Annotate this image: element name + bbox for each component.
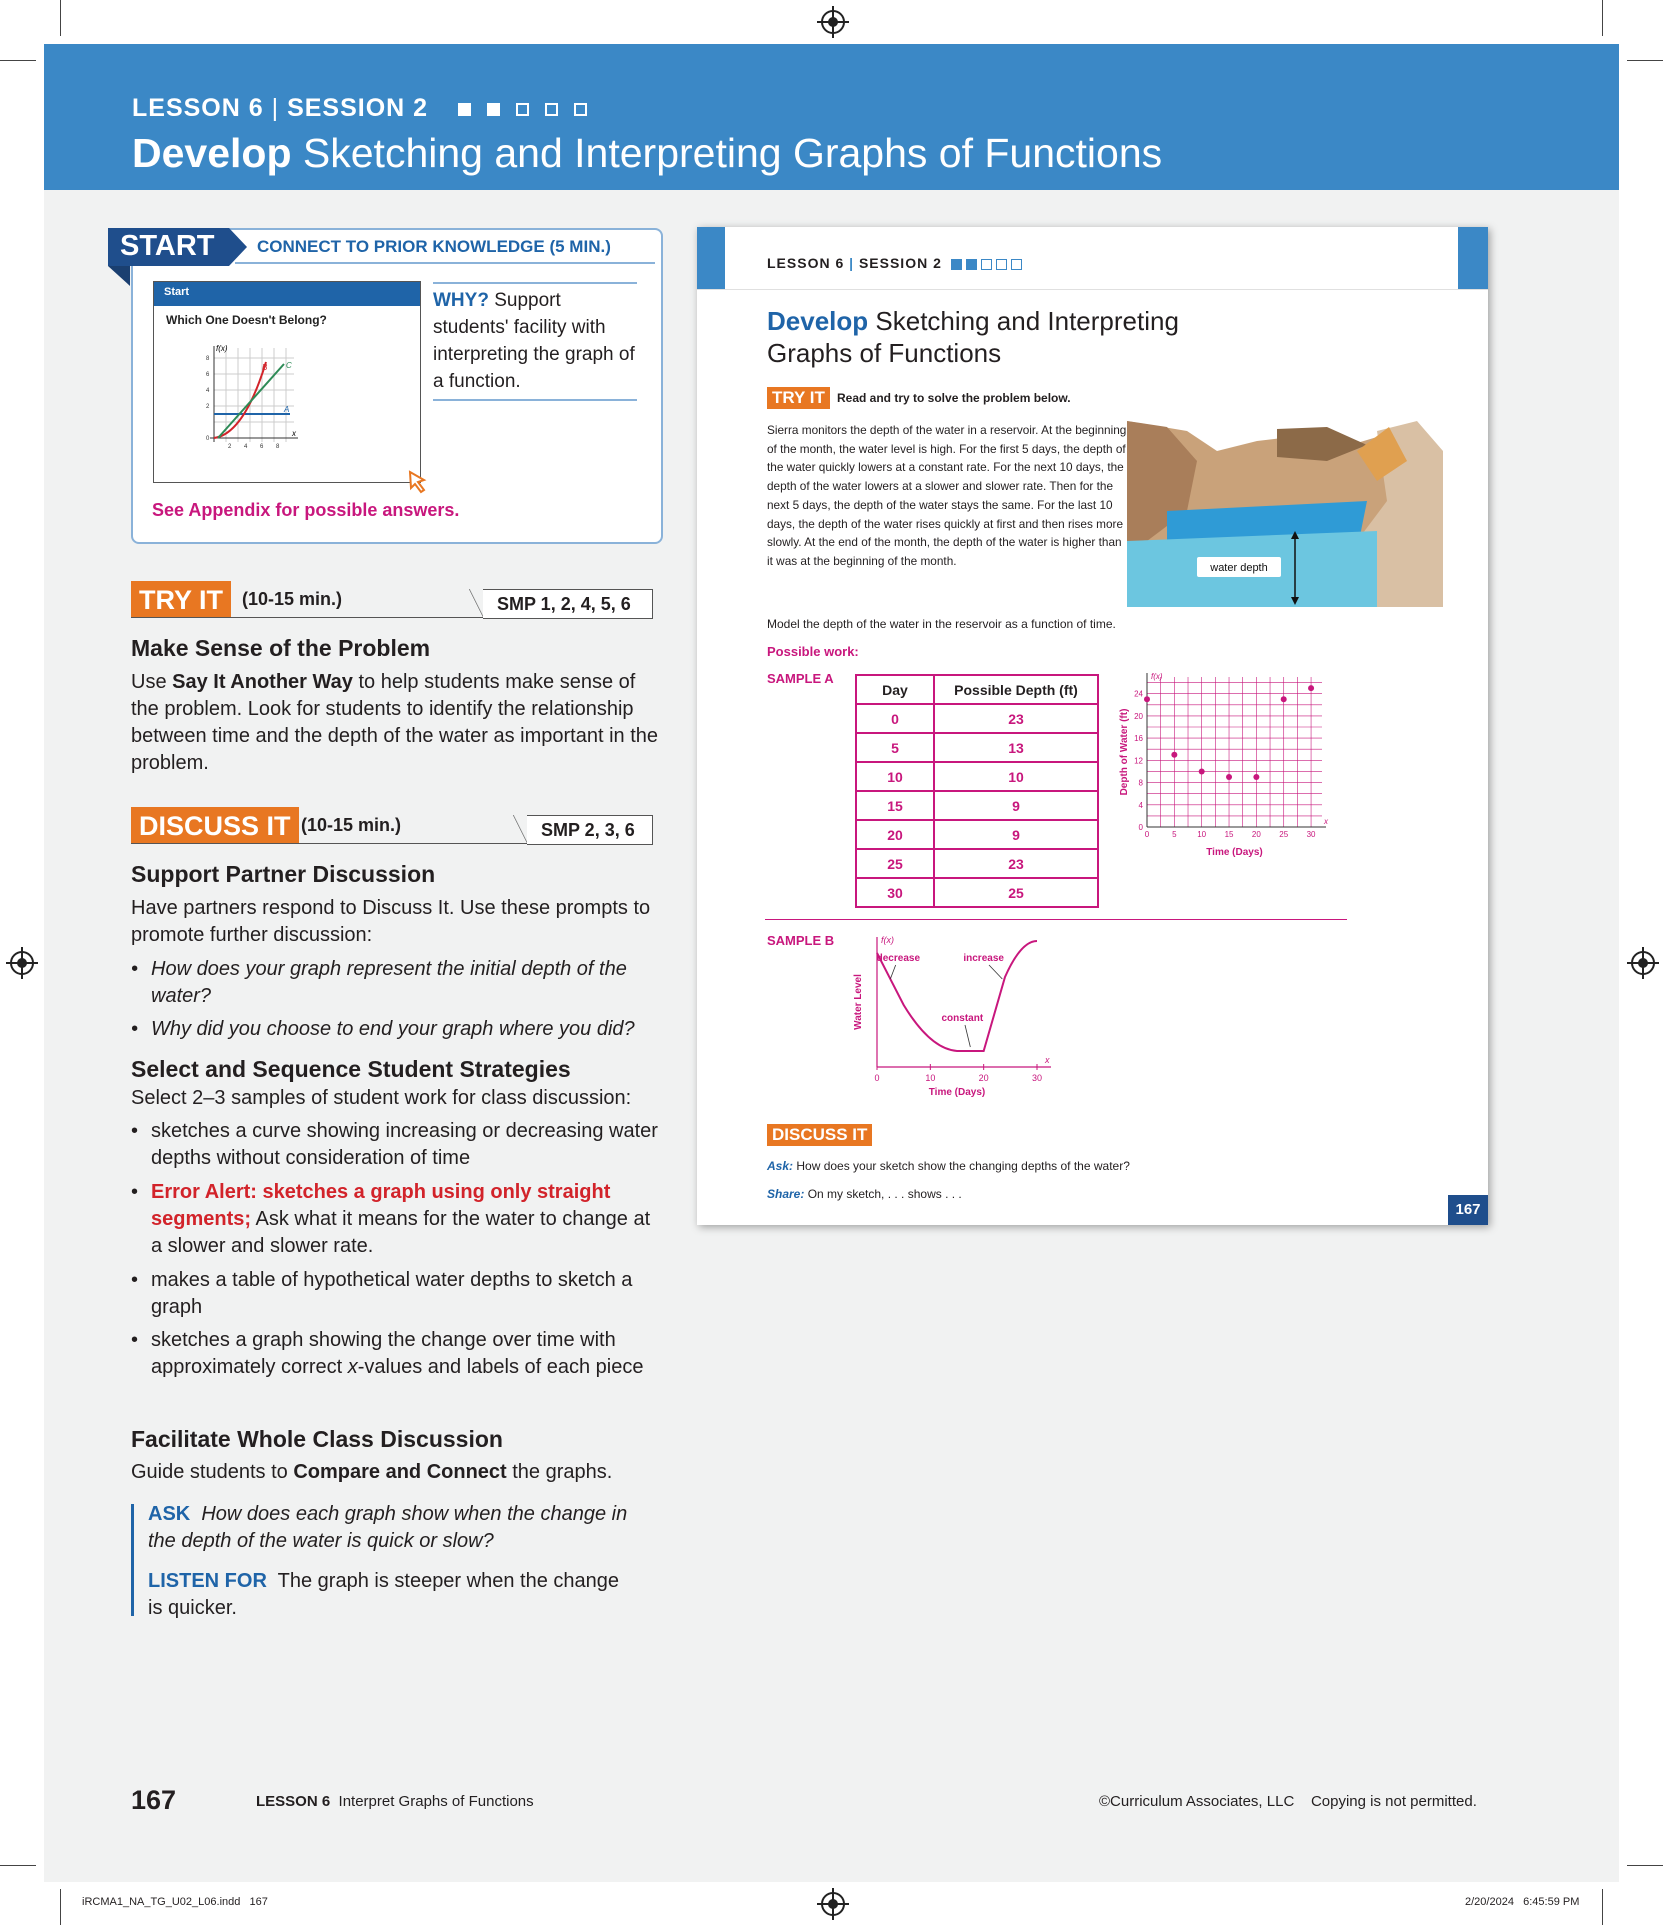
text-run: Use [131, 671, 173, 693]
table-row [856, 733, 1098, 762]
table-cell: 20 [856, 820, 934, 849]
select-sequence-paragraph: Select 2–3 samples of student work for class discussion: [131, 1087, 632, 1109]
crop-mark [1627, 60, 1663, 61]
page-title-bold: Develop [132, 130, 292, 176]
text-run: Ask what it means for the water to change at a slower and slower rate. [151, 1208, 651, 1257]
session-progress-filled-icon [458, 103, 471, 116]
x-tick-label: 20 [978, 1073, 989, 1083]
text-run: x [347, 1356, 358, 1378]
table-cell: 0 [856, 704, 934, 733]
annotation-increase: increase [963, 953, 1004, 964]
data-point [1226, 774, 1232, 780]
crop-mark [60, 1889, 61, 1925]
discuss-it-minutes: (10-15 min.) [301, 815, 402, 835]
thumb-fx-label: f(x) [216, 344, 228, 353]
table-row [856, 762, 1098, 791]
slug-filename: iRCMA1_NA_TG_U02_L06.indd 167 [82, 1896, 268, 1908]
annotation-constant: constant [941, 1013, 984, 1024]
table-cell: 10 [856, 762, 934, 791]
annotation-decrease: decrease [876, 953, 921, 964]
y-axis-label: Depth of Water (ft) [1119, 708, 1130, 796]
x-tick-label: 0 [874, 1073, 880, 1083]
discuss-it-rule [131, 843, 524, 844]
footer-lesson-title: Interpret Graphs of Functions [338, 1793, 534, 1810]
listen-for-label: LISTEN FOR [148, 1570, 267, 1592]
make-sense-heading: Make Sense of the Problem [131, 635, 431, 661]
y-tick-label: 0 [1138, 823, 1143, 832]
table-cell: 15 [856, 791, 934, 820]
table-header: Day [856, 675, 934, 704]
student-page-title [767, 305, 1187, 369]
start-tab: START [108, 228, 229, 266]
y-tick-label: 20 [1134, 711, 1143, 721]
student-title-bold: Develop [767, 306, 869, 336]
thumb-y-tick: 4 [206, 388, 210, 394]
registration-mark-icon [821, 1892, 845, 1916]
annotation-pointer [989, 965, 1002, 979]
header-accent-bar [1458, 227, 1488, 289]
ask-question: How does each graph show when the change in the depth of the water is quick or slow? [148, 1503, 628, 1552]
facilitate-heading: Facilitate Whole Class Discussion [131, 1426, 503, 1452]
scatter-chart [1117, 667, 1347, 897]
y-tick-label: 12 [1134, 756, 1143, 766]
x-axis-symbol: x [1045, 1055, 1050, 1065]
lesson-label: LESSON 6 [132, 94, 264, 122]
table-cell: 13 [934, 733, 1098, 762]
thumb-series-label: B [262, 363, 268, 372]
compare-connect-routine: Compare and Connect [293, 1461, 507, 1483]
registration-mark-icon [821, 10, 845, 34]
thumb-y-tick: 2 [206, 404, 210, 410]
thumb-series-label: A [284, 405, 290, 414]
lesson-session-label: LESSON 6 | SESSION 2 [132, 94, 587, 123]
table-row [856, 791, 1098, 820]
why-rule [433, 282, 637, 284]
text-run: the graphs. [506, 1461, 613, 1483]
depth-table [855, 674, 1099, 908]
registration-mark-icon [10, 951, 34, 975]
table-cell: 9 [934, 820, 1098, 849]
data-point [1281, 696, 1287, 702]
x-tick-label: 10 [1197, 830, 1207, 839]
crop-mark [60, 0, 61, 36]
session-progress-empty-icon [981, 259, 992, 270]
strategy-item [131, 1327, 661, 1381]
say-it-another-way-routine: Say It Another Way [172, 671, 353, 693]
why-label: WHY? [433, 290, 489, 311]
session-progress-filled-icon [487, 103, 500, 116]
page-title [132, 130, 1162, 177]
water-depth-label: water depth [1210, 562, 1268, 574]
thumb-y-tick: 6 [206, 372, 210, 378]
appendix-note: See Appendix for possible answers. [152, 500, 460, 520]
crop-mark [1627, 1865, 1663, 1866]
listen-block [148, 1568, 638, 1622]
select-sequence-heading: Select and Sequence Student Strategies [131, 1056, 571, 1082]
fx-label: f(x) [1151, 672, 1163, 681]
thumb-question: Which One Doesn't Belong? [166, 313, 327, 327]
ask-listen-bar [131, 1504, 134, 1616]
student-ask [767, 1159, 1130, 1173]
text-run: to help students make sense of the problem. Look for students to identify the relationship between time and the depth of the water as important in the problem. [131, 671, 658, 774]
x-tick-label: 10 [925, 1073, 936, 1083]
session-progress-filled-icon [966, 259, 977, 270]
thumb-curve-b [214, 362, 266, 438]
text-run: -values and labels of each piece [357, 1356, 644, 1378]
listen-for-answer: The graph is steeper when the change is quicker. [148, 1570, 619, 1619]
sample-divider [765, 919, 1347, 920]
discussion-prompt: • How does your graph represent the initial depth of the water? [131, 956, 661, 1010]
student-title-rest: Sketching and Interpreting Graphs of Functions [767, 306, 1179, 368]
footer-lesson-label: LESSON 6 [256, 1793, 331, 1810]
why-text [433, 287, 637, 395]
session-progress-empty-icon [545, 103, 558, 116]
slug-timestamp: 2/20/2024 6:45:59 PM [1465, 1896, 1580, 1908]
why-body: Support students' facility with interpreting the graph of a function. [433, 290, 635, 392]
lesson-banner [44, 44, 1619, 190]
sample-b-label: SAMPLE B [767, 933, 835, 948]
student-ask-text: How does your sketch show the changing depths of the water? [793, 1159, 1130, 1173]
start-slide-thumbnail [153, 281, 421, 483]
x-axis-label: Time (Days) [928, 1087, 986, 1098]
footer-page-number: 167 [131, 1785, 177, 1815]
facilitate-paragraph [131, 1459, 661, 1486]
start-tab-fold [108, 266, 130, 286]
thumb-series-label: C [286, 361, 292, 370]
crop-mark [0, 60, 36, 61]
text-run: Guide students to [131, 1461, 294, 1483]
session-label: SESSION 2 [287, 94, 429, 122]
session-progress-empty-icon [574, 103, 587, 116]
session-progress-empty-icon [516, 103, 529, 116]
thumb-y-tick: 0 [206, 436, 210, 442]
possible-work-label: Possible work: [767, 644, 859, 659]
student-share-text: On my sketch, . . . shows . . . [804, 1187, 962, 1201]
session-progress-empty-icon [996, 259, 1007, 270]
x-tick-label: 20 [1251, 830, 1261, 839]
registration-mark-icon [1631, 951, 1655, 975]
try-it-rule [131, 617, 480, 618]
strategy-item: • sketches a curve showing increasing or decreasing water depths without consideration of time [131, 1118, 661, 1172]
student-share [767, 1187, 962, 1201]
start-subtitle: CONNECT TO PRIOR KNOWLEDGE (5 MIN.) [257, 237, 611, 256]
y-tick-label: 8 [1138, 778, 1143, 788]
cursor-click-icon [406, 468, 432, 494]
table-row [856, 878, 1098, 907]
thumb-x-label: x [292, 429, 296, 438]
x-axis-symbol: x [1324, 817, 1328, 826]
footer-lesson [256, 1793, 534, 1810]
sketch-chart [847, 927, 1087, 1107]
ask-label: ASK [148, 1503, 191, 1525]
start-subtitle-rule [235, 262, 655, 264]
thumb-graph [154, 338, 420, 478]
try-it-minutes: (10-15 min.) [242, 589, 343, 609]
support-discussion-paragraph: Have partners respond to Discuss It. Use these prompts to promote further discussion: [131, 897, 651, 946]
thumb-x-tick: 2 [228, 444, 232, 450]
student-page-preview [697, 227, 1488, 1225]
table-row [856, 820, 1098, 849]
strategy-item-error-alert [131, 1179, 661, 1260]
crop-mark [1602, 1889, 1603, 1925]
annotation-pointer [965, 1025, 970, 1047]
strategy-item: • makes a table of hypothetical water depths to sketch a graph [131, 1267, 661, 1321]
student-lesson-label: LESSON 6 [767, 255, 845, 271]
data-point [1199, 768, 1205, 774]
thumb-header: Start [154, 282, 420, 306]
make-sense-paragraph [131, 669, 661, 777]
y-tick-label: 16 [1134, 734, 1143, 744]
fx-label: f(x) [881, 935, 894, 945]
why-rule [433, 399, 637, 401]
data-point [1253, 774, 1259, 780]
thumb-x-tick: 4 [244, 444, 248, 450]
table-cell: 5 [856, 733, 934, 762]
y-axis-label: Water Level [853, 974, 864, 1030]
reservoir-illustration [1127, 421, 1443, 607]
discuss-it-label: DISCUSS IT [131, 807, 299, 844]
discuss-it-smp: SMP 2, 3, 6 [527, 815, 653, 845]
crop-mark [0, 1865, 36, 1866]
student-try-it-label: TRY IT [767, 387, 830, 409]
table-cell: 30 [856, 878, 934, 907]
student-lesson-session: LESSON 6 | SESSION 2 [767, 255, 1022, 271]
student-try-it-instruction: Read and try to solve the problem below. [837, 391, 1071, 405]
x-tick-label: 15 [1224, 830, 1234, 839]
student-ask-label: Ask: [767, 1159, 794, 1173]
discussion-prompt: • Why did you choose to end your graph where you did? [131, 1016, 661, 1043]
y-tick-label: 4 [1138, 800, 1143, 810]
table-header: Possible Depth (ft) [934, 675, 1098, 704]
model-instruction: Model the depth of the water in the reservoir as a function of time. [767, 617, 1116, 631]
reservoir-problem-text: Sierra monitors the depth of the water in a reservoir. At the beginning of the month, the water level is high. For the first 5 days, the depth of the water quickly lowers at a constant rate. For the next 10 days, the depth of the water lowers at a slower and slower rate. Then for the next 5 days, the depth of the water stays the same. For the last 10 days, the depth of the water rises quickly at first and then rises more slowly. At the end of the month, the depth of the water is higher than it was at the beginning of the month. [767, 423, 1127, 568]
table-row [856, 849, 1098, 878]
text-run: sketches a graph showing the change over time with approximately correct [151, 1329, 616, 1378]
x-tick-label: 25 [1279, 830, 1289, 839]
data-point [1308, 685, 1314, 691]
thumb-x-tick: 8 [276, 444, 280, 450]
try-it-smp: SMP 1, 2, 4, 5, 6 [483, 589, 653, 619]
student-share-label: Share: [767, 1187, 805, 1201]
thumb-x-tick: 6 [260, 444, 264, 450]
x-tick-label: 30 [1306, 830, 1316, 839]
table-cell: 9 [934, 791, 1098, 820]
error-alert-text: Error Alert: sketches a graph using only straight segments; [151, 1181, 611, 1230]
try-it-label: TRY IT [131, 581, 231, 618]
sample-a-label: SAMPLE A [767, 671, 834, 686]
table-cell: 25 [856, 849, 934, 878]
table-cell: 25 [934, 878, 1098, 907]
student-session-label: SESSION 2 [858, 255, 942, 271]
table-header-row [856, 675, 1098, 704]
x-tick-label: 0 [1144, 830, 1150, 839]
student-discuss-it-label: DISCUSS IT [767, 1124, 872, 1146]
table-row [856, 704, 1098, 733]
session-progress-empty-icon [1011, 259, 1022, 270]
header-accent-bar [697, 227, 725, 289]
table-cell: 23 [934, 849, 1098, 878]
crop-mark [1602, 0, 1603, 36]
ask-block [148, 1501, 638, 1555]
session-progress-filled-icon [951, 259, 962, 270]
x-axis-label: Time (Days) [1206, 847, 1263, 858]
data-point [1144, 696, 1150, 702]
student-page-number: 167 [1448, 1195, 1488, 1225]
x-tick-label: 30 [1031, 1073, 1043, 1083]
thumb-y-tick: 8 [206, 356, 210, 362]
data-point [1171, 752, 1177, 758]
annotation-pointer [890, 965, 895, 979]
footer-copyright: ©Curriculum Associates, LLC Copying is not permitted. [1099, 1793, 1477, 1810]
y-tick-label: 24 [1134, 689, 1143, 699]
table-cell: 23 [934, 704, 1098, 733]
support-discussion-heading: Support Partner Discussion [131, 861, 436, 887]
page-title-rest: Sketching and Interpreting Graphs of Functions [302, 130, 1163, 176]
table-cell: 10 [934, 762, 1098, 791]
x-tick-label: 5 [1172, 830, 1177, 839]
